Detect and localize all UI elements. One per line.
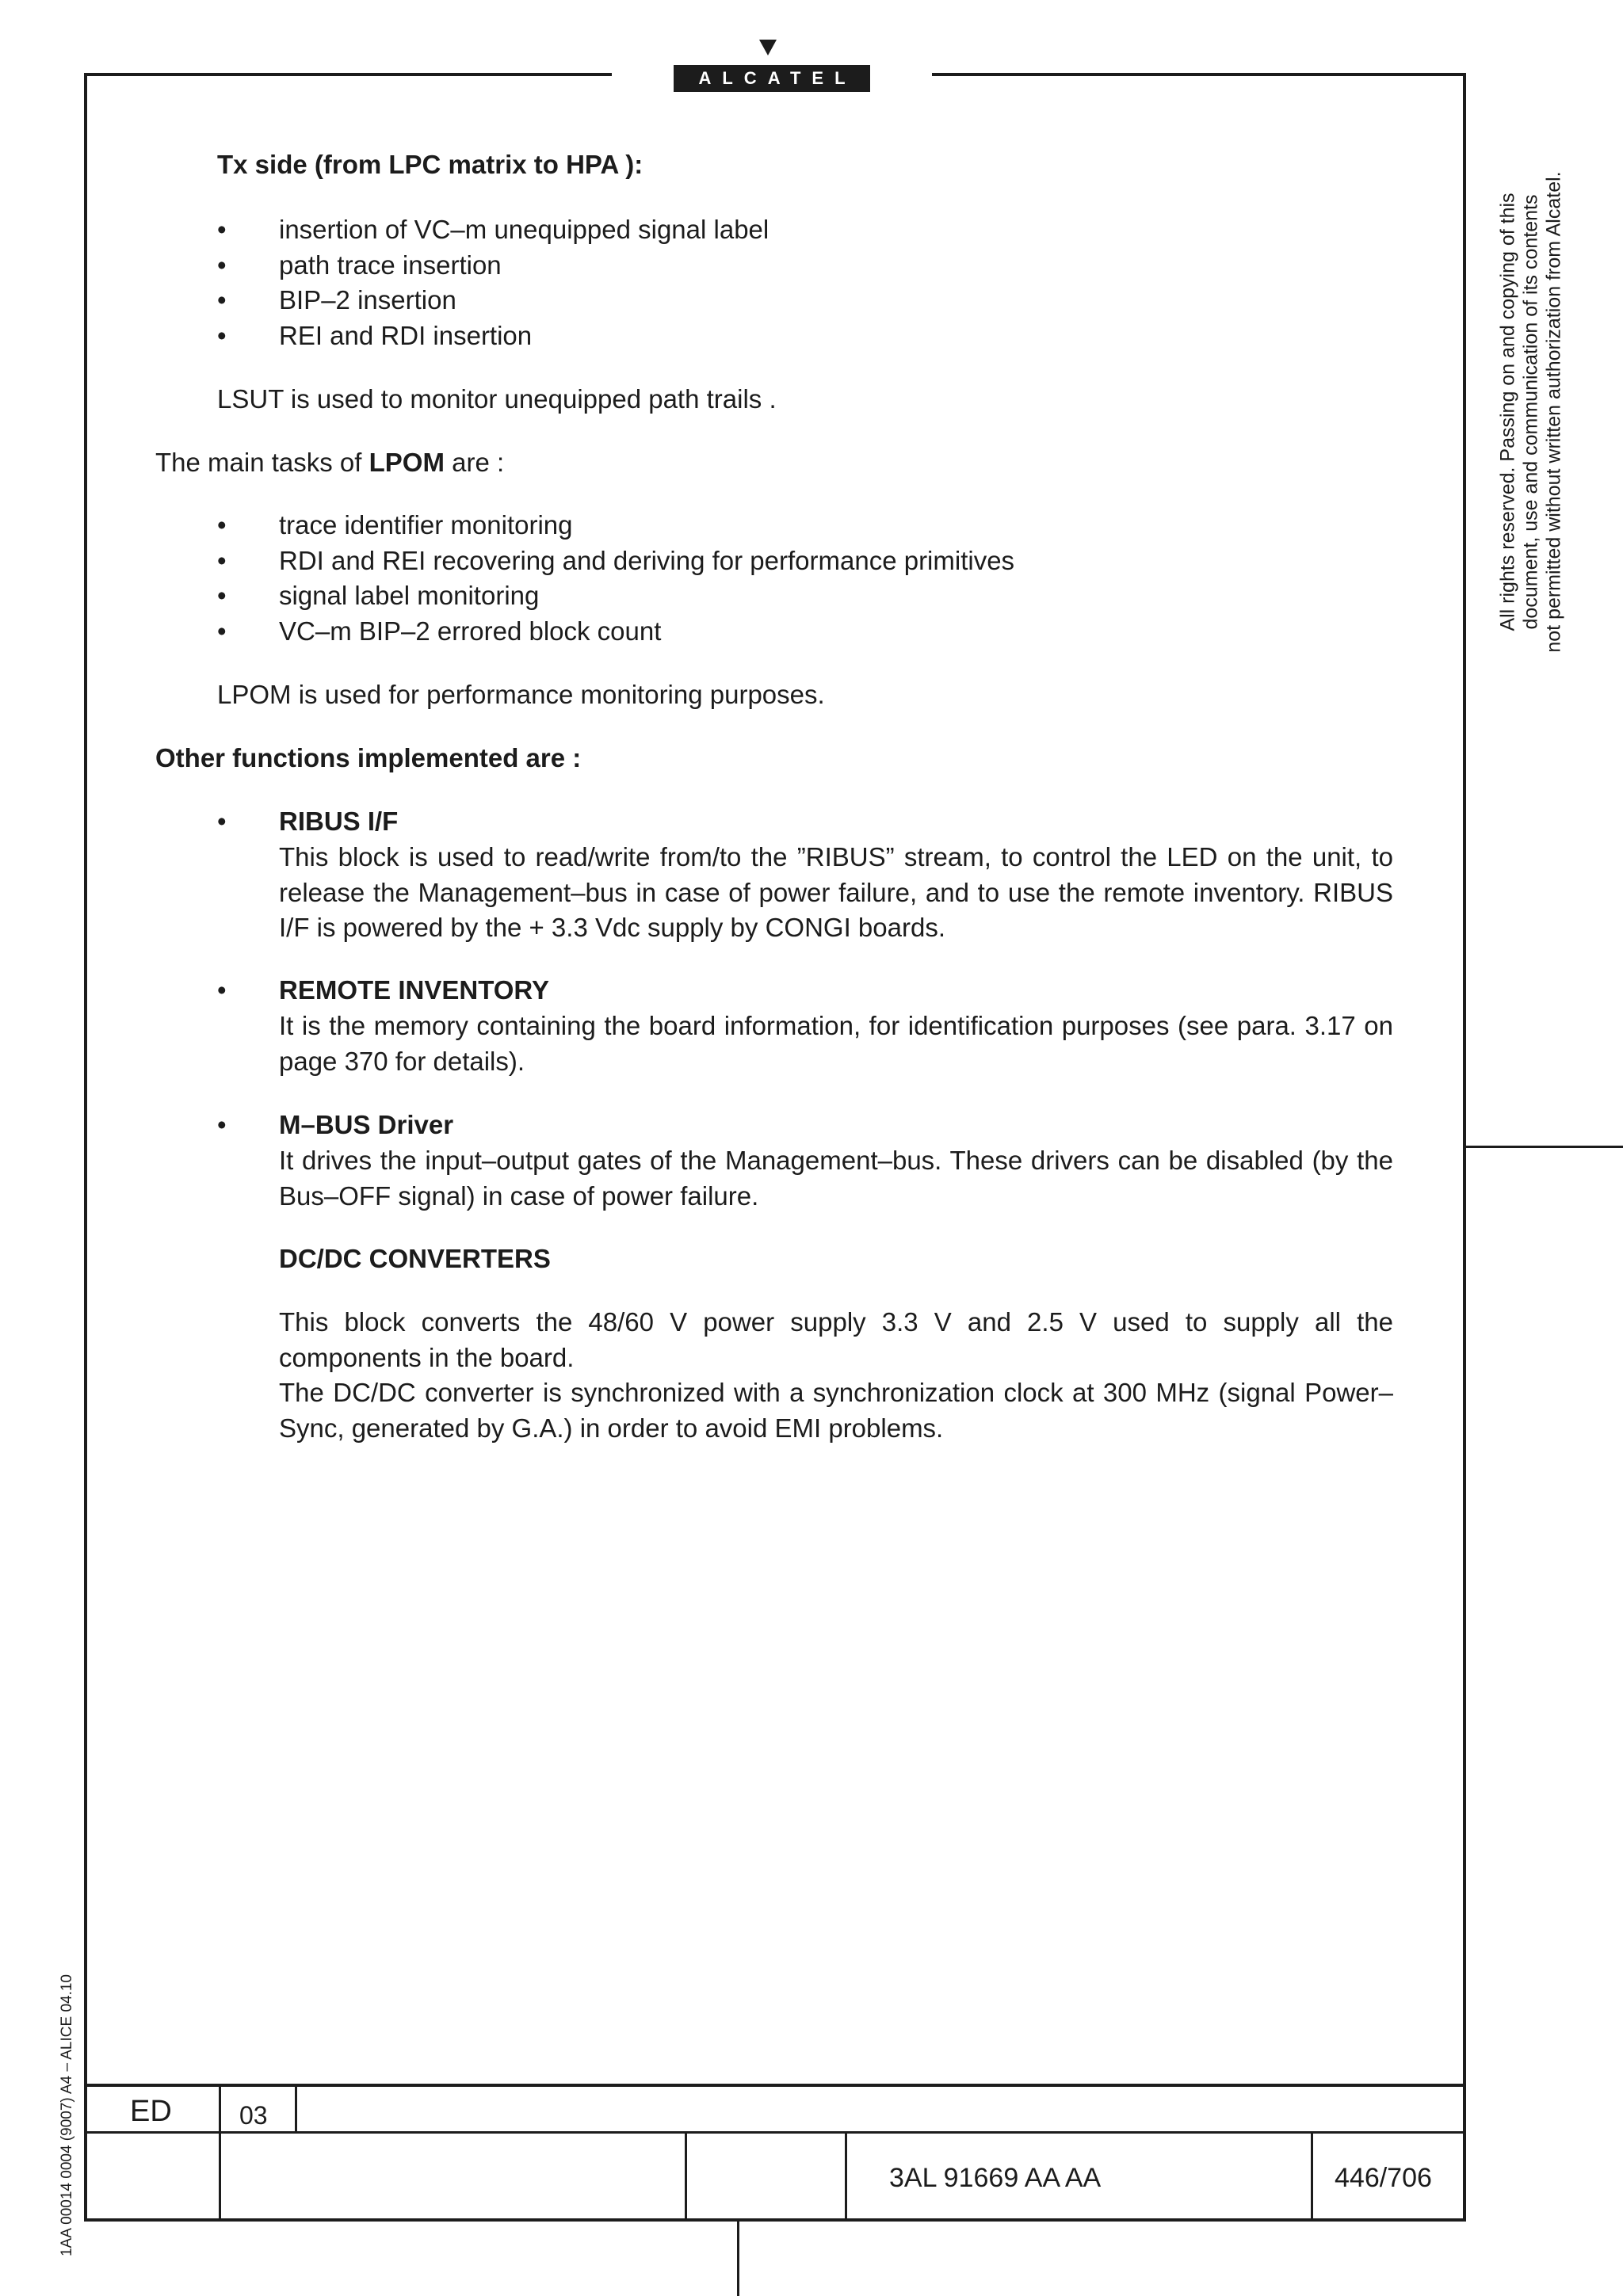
dcdc-text-2: The DC/DC converter is synchronized with a synchronization clock at 300 MHz (signal Power–Sync, generated by G.A.) in order to avoid EMI problems. (279, 1378, 1393, 1443)
lpom-intro (155, 445, 504, 480)
lpom-intro-bold: LPOM (369, 448, 445, 477)
function-text: It drives the input–output gates of the Management–bus. These drivers can be disabled (by the Bus–OFF signal) in case of power failure. (279, 1146, 1393, 1211)
lpom-note: LPOM is used for performance monitoring purposes. (217, 680, 825, 709)
bullet-icon: • (217, 250, 227, 280)
page-number: 446/706 (1335, 2163, 1432, 2193)
bullet-icon: • (217, 215, 227, 244)
doc-code: 3AL 91669 AA AA (889, 2163, 1102, 2193)
list-item: insertion of VC–m unequipped signal label (279, 215, 769, 244)
logo-text: ALCATEL (674, 65, 870, 92)
lpom-intro-post: are : (444, 448, 505, 477)
footer-divider (685, 2131, 687, 2220)
bullet-icon: • (217, 1110, 227, 1139)
footer-bottom-line (84, 2218, 1466, 2222)
frame-top-left (84, 73, 612, 76)
frame-left (84, 73, 87, 2222)
footer-divider (845, 2131, 847, 2220)
form-code: 1AA 00014 0004 (9007) A4 – ALICE 04.10 (59, 1974, 75, 2257)
function-title: RIBUS I/F (279, 807, 399, 836)
footer-divider (219, 2084, 221, 2220)
dcdc-text-1: This block converts the 48/60 V power supply 3.3 V and 2.5 V used to supply all the components in the board. (279, 1307, 1393, 1372)
frame-right-tick (1463, 1146, 1623, 1148)
footer-divider (1311, 2131, 1313, 2220)
lpom-intro-pre: The main tasks of (155, 448, 369, 477)
logo-triangle-icon (759, 40, 777, 55)
list-item: trace identifier monitoring (279, 510, 573, 540)
copyright-line: not permitted without written authorization from Alcatel. (1542, 171, 1565, 653)
bullet-icon: • (217, 616, 227, 646)
ed-label: ED (130, 2095, 172, 2128)
footer-stem (737, 2218, 739, 2296)
alcatel-logo (674, 38, 870, 95)
other-heading: Other functions implemented are : (155, 743, 582, 772)
footer-mid-line (84, 2131, 1466, 2134)
dcdc-title: DC/DC CONVERTERS (279, 1244, 551, 1273)
bullet-icon: • (217, 807, 227, 836)
function-text: This block is used to read/write from/to the ”RIBUS” stream, to control the LED on the unit, to release the Management–bus in case of power failure, and to use the remote inventory. RIBUS I/F is powered by the + 3.3 Vdc supply by CONGI boards. (279, 842, 1393, 942)
bullet-icon: • (217, 975, 227, 1005)
bullet-icon: • (217, 546, 227, 575)
list-item: BIP–2 insertion (279, 285, 456, 315)
frame-top-right (932, 73, 1466, 76)
list-item: path trace insertion (279, 250, 502, 280)
function-title: REMOTE INVENTORY (279, 975, 550, 1005)
lsut-note: LSUT is used to monitor unequipped path trails . (217, 384, 777, 414)
copyright-note (1497, 171, 1566, 652)
copyright-line: document, use and communication of its contents (1519, 194, 1542, 630)
list-item: signal label monitoring (279, 581, 540, 610)
list-item: VC–m BIP–2 errored block count (279, 616, 662, 646)
bullet-icon: • (217, 581, 227, 610)
list-item: RDI and REI recovering and deriving for performance primitives (279, 546, 1015, 575)
bullet-icon: • (217, 321, 227, 350)
footer-top-line (84, 2084, 1466, 2087)
ed-value: 03 (239, 2101, 268, 2130)
bullet-icon: • (217, 510, 227, 540)
list-item: REI and RDI insertion (279, 321, 533, 350)
copyright-line: All rights reserved. Passing on and copying of this (1496, 193, 1519, 631)
function-title: M–BUS Driver (279, 1110, 454, 1139)
footer-divider (295, 2084, 297, 2133)
function-text: It is the memory containing the board information, for identification purposes (see para. 3.17 on page 370 for details). (279, 1011, 1393, 1076)
bullet-icon: • (217, 285, 227, 315)
tx-heading: Tx side (from LPC matrix to HPA ): (217, 150, 643, 179)
